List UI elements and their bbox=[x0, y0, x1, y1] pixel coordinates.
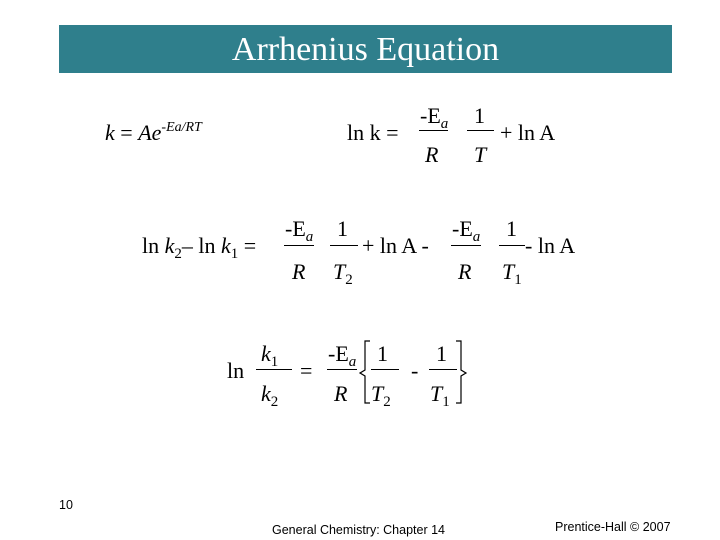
eq4-bar-f bbox=[327, 369, 357, 370]
eq4-f-sub: a bbox=[348, 354, 357, 370]
eq4-equals bbox=[300, 358, 312, 384]
eq3-f1-dentext: R bbox=[292, 259, 306, 284]
eq4-right-brace bbox=[456, 341, 466, 403]
eq3-tailtext: - ln A bbox=[525, 233, 576, 258]
eq3-mid: – ln bbox=[181, 233, 222, 258]
eq4-num-sub: 1 bbox=[270, 354, 279, 370]
eq4-den-k: k bbox=[261, 381, 271, 406]
eq4-q-numtext: 1 bbox=[436, 341, 447, 366]
eq2-den-b: T bbox=[474, 142, 487, 167]
eq3-sub2: 2 bbox=[174, 246, 182, 262]
eq4-eqtext: = bbox=[300, 358, 313, 383]
eq3-mid bbox=[362, 233, 429, 259]
eq4-bar-p bbox=[371, 369, 399, 370]
eq3-f4-T: T bbox=[502, 259, 515, 284]
eq3-f1-sub: a bbox=[305, 229, 314, 245]
eq3-tail bbox=[525, 233, 575, 259]
eq2-num-prefix: -E bbox=[420, 103, 441, 128]
eq2-lhs: ln k = bbox=[347, 120, 399, 145]
equation-log-form-lhs bbox=[347, 120, 399, 146]
eq3-ln1: ln bbox=[142, 233, 165, 258]
eq3-f2-T: T bbox=[333, 259, 346, 284]
eq3-f4-numtext: 1 bbox=[506, 216, 517, 241]
eq4-q-sub: 1 bbox=[442, 394, 450, 410]
eq1-A: A bbox=[138, 120, 152, 145]
eq2-den-a: R bbox=[425, 142, 439, 167]
eq3-sub1: 1 bbox=[230, 246, 239, 262]
eq3-f2-sub: 2 bbox=[345, 272, 353, 288]
page-number: 10 bbox=[59, 498, 73, 512]
eq1-equals: = bbox=[114, 120, 139, 145]
eq2-denominator-r bbox=[425, 142, 438, 168]
eq2-num-b: 1 bbox=[474, 103, 485, 128]
eq4-num bbox=[261, 341, 279, 370]
eq2-rhs-text: + ln A bbox=[500, 120, 556, 145]
eq4-p-T: T bbox=[371, 381, 384, 406]
eq4-bar-q bbox=[429, 369, 457, 370]
eq3-f4-num bbox=[506, 216, 517, 242]
eq3-f3-num bbox=[452, 216, 481, 245]
eq3-f2-den bbox=[333, 259, 353, 288]
eq4-bar-k bbox=[256, 369, 292, 370]
eq3-f1-num bbox=[285, 216, 314, 245]
title-bar bbox=[59, 25, 672, 73]
eq3-k2: k bbox=[164, 233, 175, 258]
eq4-p-num bbox=[377, 341, 388, 367]
eq4-f-den bbox=[334, 381, 347, 407]
footer-right: Prentice-Hall © 2007 bbox=[555, 520, 671, 534]
eq3-f3-sub: a bbox=[472, 229, 481, 245]
eq3-f3-den bbox=[458, 259, 471, 285]
eq4-den-sub: 2 bbox=[270, 394, 279, 410]
eq2-fraction-bar-2 bbox=[467, 130, 494, 131]
footer-center: General Chemistry: Chapter 14 bbox=[272, 523, 445, 537]
eq4-num-k: k bbox=[261, 341, 271, 366]
eq3-bar-4 bbox=[499, 245, 525, 246]
eq3-k1: k bbox=[221, 233, 231, 258]
slide-title: Arrhenius Equation bbox=[231, 31, 500, 68]
eq3-lhs bbox=[142, 233, 257, 262]
eq2-denominator-t bbox=[474, 142, 486, 168]
eq4-p-den bbox=[371, 381, 391, 410]
eq4-minustext: - bbox=[411, 358, 419, 383]
eq3-eq: = bbox=[238, 233, 257, 258]
eq4-den bbox=[261, 381, 279, 410]
eq4-lntext: ln bbox=[227, 358, 245, 383]
eq3-f1-den bbox=[292, 259, 305, 285]
eq1-exponent: -Ea/RT bbox=[161, 120, 202, 135]
eq2-numerator-ea bbox=[420, 103, 449, 132]
eq2-num-sub: a bbox=[440, 116, 449, 132]
eq4-minus bbox=[411, 358, 418, 384]
eq4-q-den bbox=[430, 381, 450, 410]
eq3-bar-3 bbox=[451, 245, 481, 246]
eq3-f1-prefix: -E bbox=[285, 216, 306, 241]
eq4-q-T: T bbox=[430, 381, 443, 406]
eq4-left-brace bbox=[360, 341, 370, 403]
eq1-k: k bbox=[105, 120, 115, 145]
eq3-midtext: + ln A - bbox=[362, 233, 429, 258]
eq3-f2-num bbox=[337, 216, 348, 242]
eq3-f4-den bbox=[502, 259, 522, 288]
eq4-f-num bbox=[328, 341, 357, 370]
eq3-f2-numtext: 1 bbox=[337, 216, 348, 241]
eq3-f3-dentext: R bbox=[458, 259, 472, 284]
eq3-bar-2 bbox=[330, 245, 358, 246]
eq3-f4-sub: 1 bbox=[514, 272, 522, 288]
eq1-e: e bbox=[151, 120, 162, 145]
eq4-ln bbox=[227, 358, 244, 384]
eq4-f-dentext: R bbox=[334, 381, 348, 406]
eq2-fraction-bar-1 bbox=[419, 130, 448, 131]
eq2-numerator-one bbox=[474, 103, 485, 129]
eq4-p-numtext: 1 bbox=[377, 341, 388, 366]
eq3-bar-1 bbox=[284, 245, 314, 246]
eq4-f-prefix: -E bbox=[328, 341, 349, 366]
eq4-p-sub: 2 bbox=[383, 394, 391, 410]
eq2-rhs bbox=[500, 120, 555, 146]
equation-exponential-form bbox=[105, 120, 202, 146]
eq3-f3-prefix: -E bbox=[452, 216, 473, 241]
eq4-q-num bbox=[436, 341, 447, 367]
